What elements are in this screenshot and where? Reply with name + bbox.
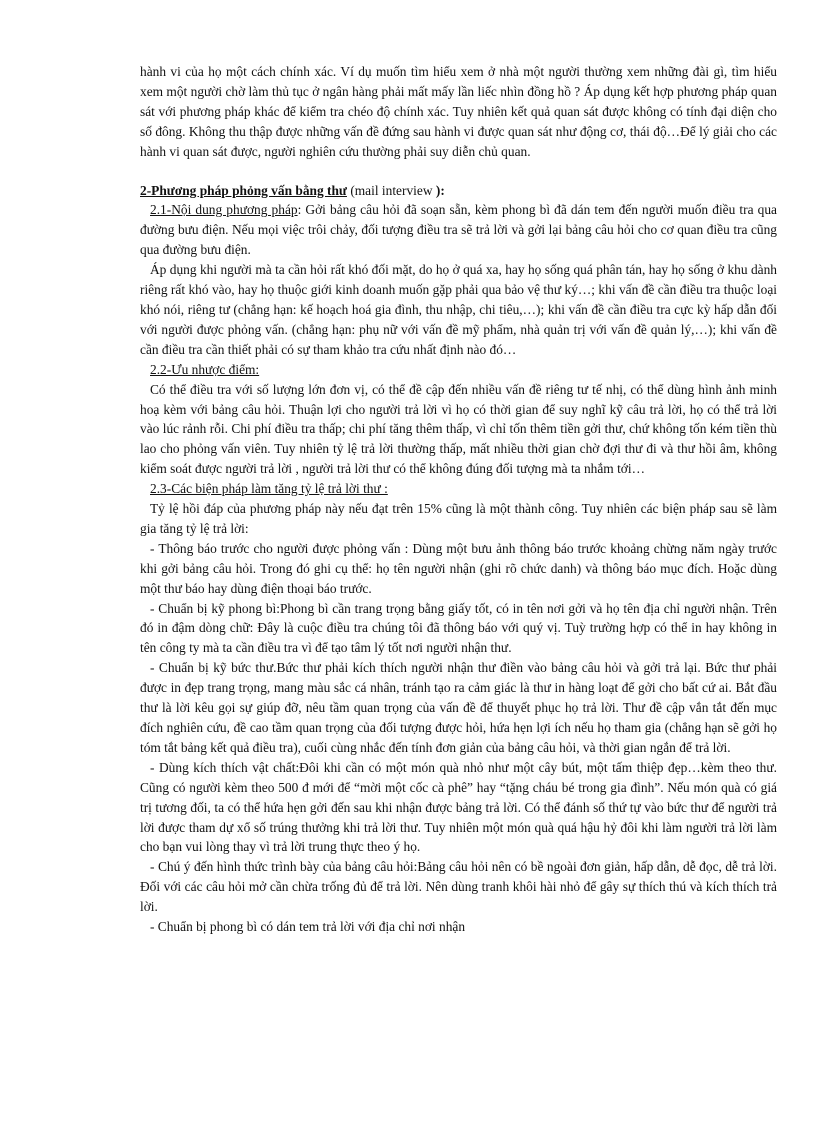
measure-item: - Thông báo trước cho người được phỏng vấn : Dùng một bưu ảnh thông báo trước khoảng chừng năm ngày trước khi gởi bảng câu hỏi. Trong đó ghi cụ thể: họ tên người nhận (ghi rõ chức danh) và thông báo mục đích. Hoặc dùng một thư báo hay dùng điện thoại báo trước. xyxy=(140,540,777,596)
section-2-3-label: 2.3-Các biện pháp làm tăng tỷ lệ trả lời thư : xyxy=(150,481,388,497)
document-page xyxy=(140,62,777,937)
measure-item: - Chuẩn bị phong bì có dán tem trả lời với địa chỉ nơi nhận xyxy=(150,919,466,935)
section-2-title-suffix: (mail interview ): xyxy=(350,182,445,198)
measure-item: - Dùng kích thích vật chất:Đôi khi cần có một món quà nhỏ như một cây bút, một tấm thiệp đẹp…kèm theo thư. Cũng có người kèm theo 500 đ mới để “mời một cốc cà phê” hay “tặng cháu bé trong gia đình”. Nếu món quà có giá trị tương đối, ta có thể hứa hẹn gởi đến sau khi nhận được bảng trả lời. Có thể đánh số thứ tự vào bức thư để người trả lời được tham dự xổ số trúng thưởng khi trả lời thư. Tuy nhiên một món quà quá hậu hỷ đôi khi làm người trả lời làm cho bạn vui lòng thay vì trả lời trung thực theo ý họ. xyxy=(140,759,777,855)
measure-item: - Chuẩn bị kỹ phong bì:Phong bì cần trang trọng bằng giấy tốt, có in tên nơi gởi và họ tên địa chỉ người nhận. Trên đó in đậm dòng chữ: Đây là cuộc điều tra chúng tôi đã thông báo với quý vị. Tuỳ trường hợp có thể in hay không in tên công ty mà ta cần điều tra vì để tạo tâm lý tốt nơi người nhận thư. xyxy=(140,600,777,656)
section-2-1-text: : Gởi bảng câu hỏi đã soạn sẵn, kèm phong bì đã dán tem đến người muốn điều tra qua đường bưu điện. Nếu mọi việc trôi chảy, đối tượng điều tra sẽ trả lời và gởi lại bảng câu hỏi cho cơ quan điều tra cũng qua đường bưu điện. xyxy=(140,202,777,258)
section-2-1-application: Áp dụng khi người mà ta cần hỏi rất khó đối mặt, do họ ở quá xa, hay họ sống quá phân tán, hay họ sống ở khu dành riêng rất khó vào, hay họ thuộc giới kinh doanh muốn gặp phải qua bảo vệ thư ký…; khi vấn đề cần điều tra thuộc loại khó nói, riêng tư (chẳng hạn: kế hoạch hoá gia đình, thu nhập, chi tiêu,…); khi vấn đề cần điều tra cực kỳ hấp dẫn đối với người được phỏng vấn. (chẳng hạn: phụ nữ với vấn đề mỹ phẩm, nhà quản trị với vấn đề quản lý,…); khi vấn đề cần điều tra cần thiết phải có sự tham khảo tra cứu nhất định nào đó… xyxy=(140,262,777,357)
section-gap xyxy=(140,162,777,181)
section-2-1-paragraph xyxy=(140,200,777,260)
section-2-heading xyxy=(140,181,777,201)
section-2-1-label: 2.1-Nội dung phương pháp xyxy=(150,202,298,218)
section-2-2-text: Có thể điều tra với số lượng lớn đơn vị, có thể đề cập đến nhiều vấn đề riêng tư tế nhị, có thể dùng hình ảnh minh hoạ kèm với bảng câu hỏi. Thuận lợi cho người trả lời vì họ có thời gian để suy nghĩ kỹ câu trả lời, họ có thể trả lời vào lúc rảnh rỗi. Chi phí điều tra thấp; chi phí tăng thêm thấp, vì chỉ tốn thêm tiền gởi thư, chứ không tốn kém tiền thù lao cho phỏng vấn viên. Tuy nhiên tỷ lệ trả lời thường thấp, mất nhiều thời gian chờ đợi thư đi và thư hồi âm, không kiểm soát được người trả lời , người trả lời thư có thể không đúng đối tượng mà ta nhắm tới… xyxy=(140,381,777,477)
section-2-title: 2-Phương pháp phỏng vấn bằng thư xyxy=(140,182,347,198)
measure-item: - Chú ý đến hình thức trình bày của bảng câu hỏi:Bảng câu hỏi nên có bề ngoài đơn giản, hấp dẫn, dễ đọc, dễ trả lời. Đối với các câu hỏi mở cần chừa trống đủ để trả lời. Nên dùng tranh khôi hài nhỏ để gây sự thích thú và kích thích trả lời. xyxy=(140,859,777,915)
section-2-2-label: 2.2-Ưu nhược điểm: xyxy=(150,361,260,377)
intro-paragraph: hành vi của họ một cách chính xác. Ví dụ muốn tìm hiểu xem ở nhà một người thường xem những đài gì, tìm hiểu xem một người chờ làm thủ tục ở ngân hàng phải mất mấy lần liếc nhìn đồng hồ ? Áp dụng kết hợp phương pháp quan sát với phương pháp khác để kiểm tra chéo độ chính xác. Tuy nhiên kết quả quan sát được không có tính đại diện cho số đông. Không thu thập được những vấn đề đứng sau hành vi được quan sát như động cơ, thái độ…Để lý giải cho các hành vi quan sát được, người nghiên cứu thường phải suy diễn chủ quan. xyxy=(140,64,777,159)
measure-item: - Chuẩn bị kỹ bức thư.Bức thư phải kích thích người nhận thư điền vào bảng câu hỏi và gởi trả lại. Bức thư phải được in đẹp trang trọng, mang màu sắc cá nhân, tránh tạo ra cảm giác là thư in hàng loạt để gởi cho bất cứ ai. Bắt đầu thư là lời kêu gọi sự giúp đỡ, nêu tầm quan trọng của vấn đề để thuyết phục họ trả lời. Thư đề cập vắn tắt đến mục đích nghiên cứu, đề cao tầm quan trọng của đối tượng được hỏi, hứa hẹn lợi ích nếu họ tham gia (chẳng hạn sẽ gởi họ tóm tắt bảng kết quả điều tra), cuối cùng nhắc đến tính đơn giản của bảng câu hỏi, và thời gian ngắn để trả lời. xyxy=(140,660,777,755)
section-2-3-text: Tỷ lệ hồi đáp của phương pháp này nếu đạt trên 15% cũng là một thành công. Tuy nhiên các biện pháp sau sẽ làm gia tăng tỷ lệ trả lời: xyxy=(140,501,777,536)
